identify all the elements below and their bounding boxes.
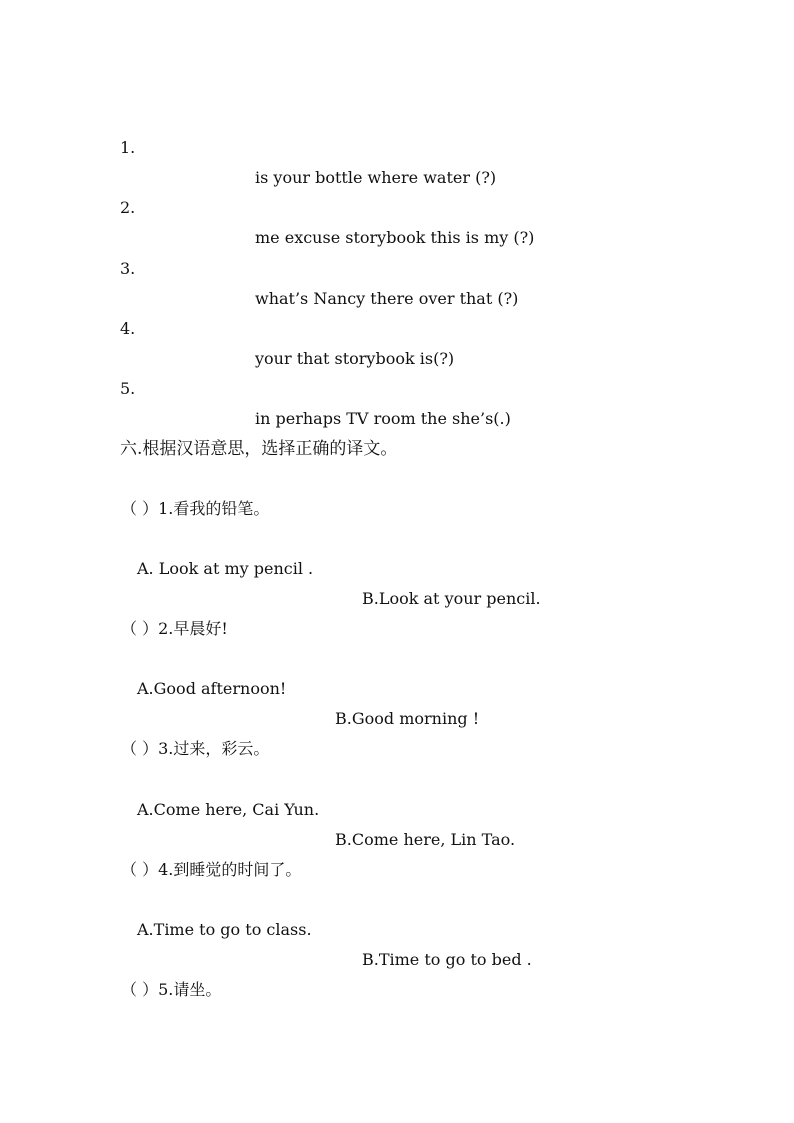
option-b: B.Come here, Lin Tao.	[335, 830, 516, 849]
question-5	[0, 945, 794, 999]
section-heading: 六.根据汉语意思，选择正确的译文。	[120, 439, 398, 459]
option-a: A.Good afternoon!	[137, 679, 287, 698]
question-2-line	[121, 614, 228, 644]
answer-blank: （ ）	[121, 860, 159, 879]
reorder-item-4	[0, 284, 794, 368]
scrambled-words: is your bottle where water (?)	[255, 168, 497, 187]
scrambled-words: your that storybook is(?)	[255, 349, 455, 368]
question-prompt: 1.看我的铅笔。	[158, 499, 270, 518]
question-2-options	[0, 644, 794, 728]
item-number: 3.	[120, 259, 136, 278]
question-prompt: 4.到睡觉的时间了。	[158, 860, 302, 879]
question-prompt: 2.早晨好!	[158, 619, 228, 638]
answer-blank: （ ）	[121, 619, 159, 638]
option-a: A. Look at my pencil .	[137, 559, 314, 578]
question-4-options	[0, 885, 794, 969]
reorder-item-1	[0, 103, 794, 187]
section-heading-row	[0, 404, 794, 459]
option-a: A.Come here, Cai Yun.	[137, 800, 320, 819]
option-b: B.Time to go to bed .	[362, 950, 532, 969]
question-1	[0, 464, 794, 518]
question-4	[0, 825, 794, 879]
question-prompt: 5.请坐。	[158, 980, 222, 999]
scrambled-words: me excuse storybook this is my (?)	[255, 228, 535, 247]
question-1-options	[0, 524, 794, 608]
question-prompt: 3.过来，彩云。	[158, 739, 270, 758]
question-3	[0, 704, 794, 758]
question-3-line	[121, 734, 269, 764]
item-number: 1.	[120, 138, 136, 157]
reorder-item-3	[0, 224, 794, 308]
question-2	[0, 584, 794, 638]
option-b: B.Look at your pencil.	[362, 589, 541, 608]
scrambled-words: in perhaps TV room the she’s(.)	[255, 409, 511, 428]
question-4-line	[121, 855, 301, 885]
option-b: B.Good morning !	[335, 709, 480, 728]
reorder-item-5	[0, 344, 794, 428]
question-1-line	[121, 494, 269, 524]
answer-blank: （ ）	[121, 499, 159, 518]
question-5-line	[121, 975, 221, 1005]
item-number: 4.	[120, 319, 136, 338]
answer-blank: （ ）	[121, 739, 159, 758]
item-number: 5.	[120, 379, 136, 398]
option-a: A.Time to go to class.	[137, 920, 312, 939]
scrambled-words: what’s Nancy there over that (?)	[255, 289, 519, 308]
reorder-item-2	[0, 163, 794, 247]
item-number: 2.	[120, 198, 136, 217]
answer-blank: （ ）	[121, 980, 159, 999]
question-3-options	[0, 765, 794, 849]
